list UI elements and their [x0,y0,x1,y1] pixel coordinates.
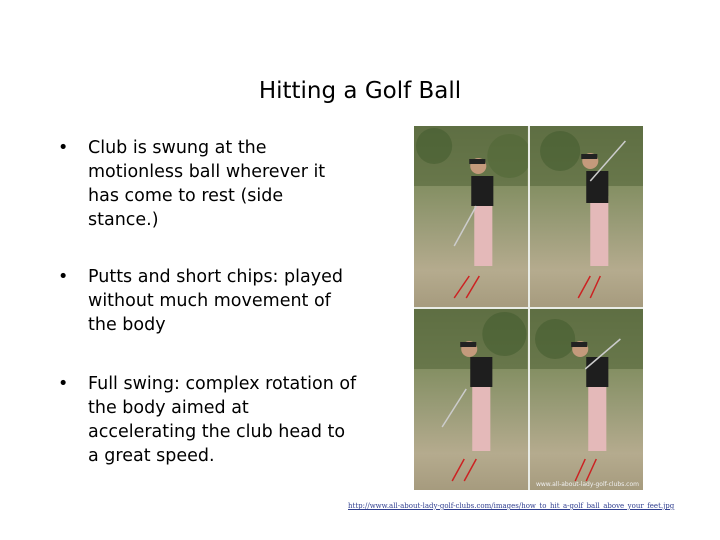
bullet-text: Putts and short chips: played without much movement of the body [88,267,343,335]
bullet-text: Full swing: complex rotation of the body aimed at accelerating the club head to a great speed. [88,374,357,466]
bullet-item-3 [58,372,358,468]
swing-frame-4 [530,309,644,490]
slide-title [0,78,720,104]
bullet-item-2 [58,265,358,337]
golf-swing-photo [414,126,643,490]
image-source-link[interactable]: http://www.all-about-lady-golf-clubs.com/images/how_to_hit_a-golf_ball_above_your_feet.jpg [348,502,675,510]
bullet-marker: • [58,374,69,394]
bullet-text: Club is swung at the motionless ball wherever it has come to rest (side stance.) [88,138,326,230]
bullet-marker: • [58,267,69,287]
swing-frame-3 [414,309,528,490]
bullet-marker: • [58,138,69,158]
swing-frame-2 [530,126,644,307]
swing-frame-1 [414,126,528,307]
photo-watermark: www.all-about-lady-golf-clubs.com [535,481,639,488]
slide-title-text: Hitting a Golf Ball [258,78,462,104]
bullet-item-1 [58,136,358,232]
